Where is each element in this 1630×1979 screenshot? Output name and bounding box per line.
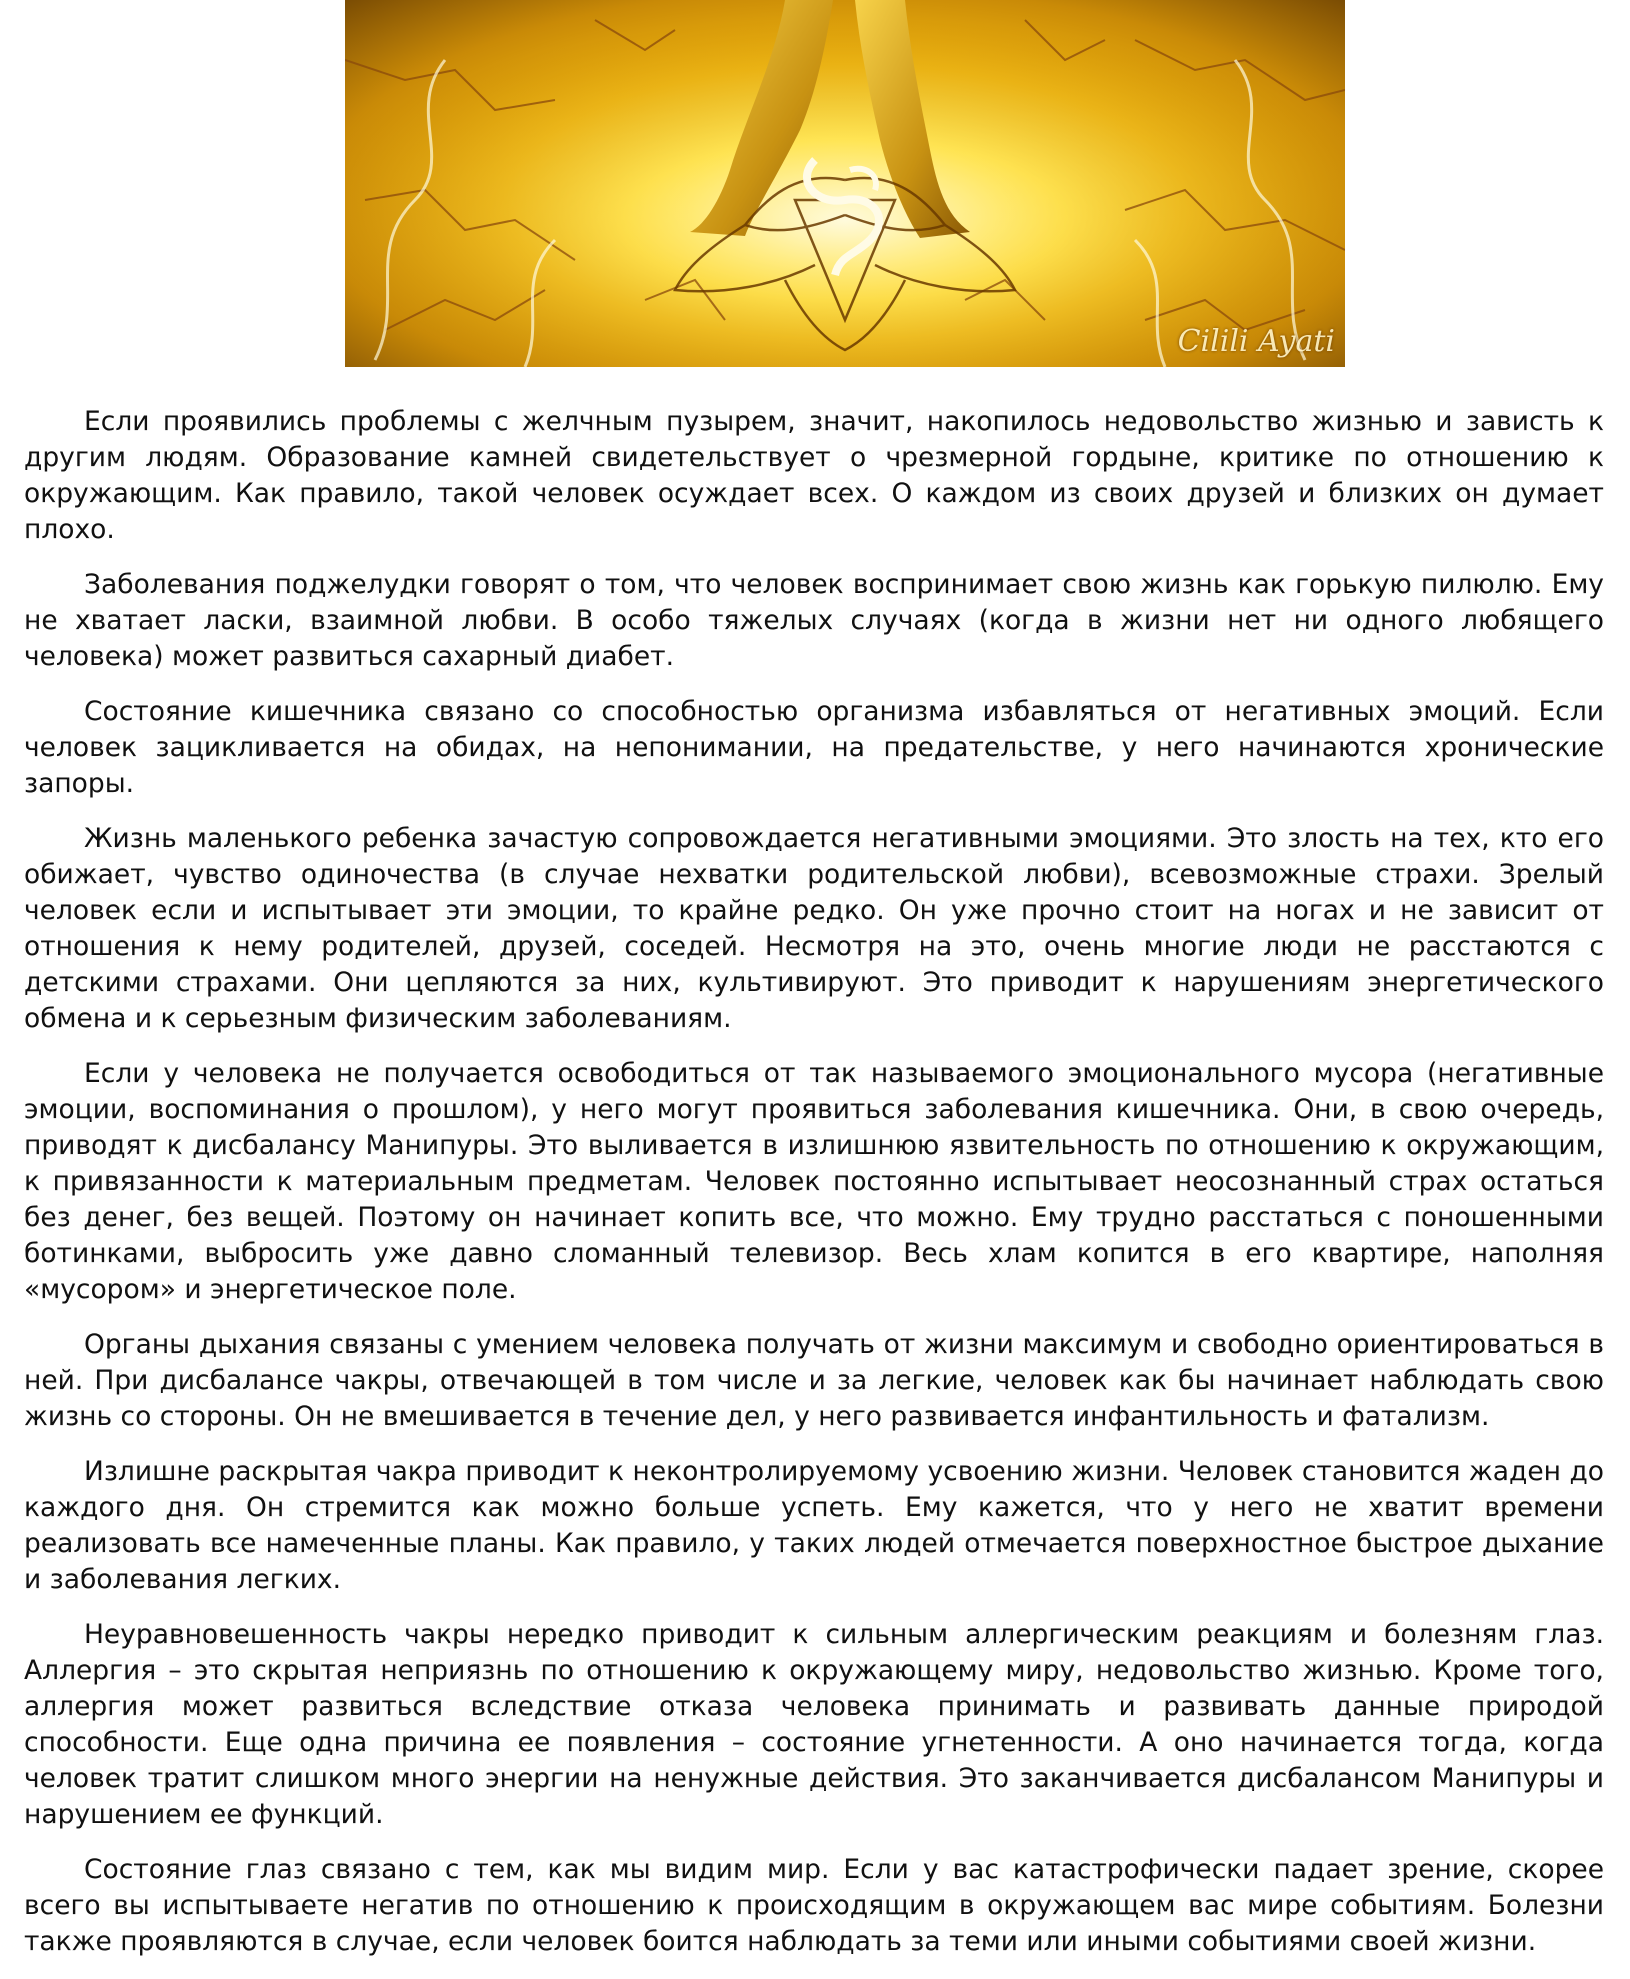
manipura-chakra-icon [345,0,1345,367]
paragraph-pancreas: Заболевания поджелудки говорят о том, что человек воспринимает свою жизнь как горькую пилюлю. Ему не хватает ласки, взаимной любви. В особо тяжелых случаях (когда в жизни нет ни одного любящего человека) может развиться сахарный диабет. [24,569,1604,672]
paragraph-open-chakra: Излишне раскрытая чакра приводит к неконтролируемому усвоению жизни. Человек становится жаден до каждого дня. Он стремится как можно больше успеть. Ему кажется, что у него не хватит времени реализовать все намеченные планы. Как правило, у таких людей отмечается поверхностное быстрое дыхание и заболевания легких. [24,1456,1604,1595]
paragraph-respiratory: Органы дыхания связаны с умением человека получать от жизни максимум и свободно ориентироваться в ней. При дисбалансе чакры, отвечающей в том числе и за легкие, человек как бы начинает наблюдать свою жизнь со стороны. Он не вмешивается в течение дел, у него развивается инфантильность и фатализм. [24,1329,1604,1432]
paragraph-intestine: Состояние кишечника связано со способностью организма избавляться от негативных эмоций. Если человек зацикливается на обидах, на непонимании, на предательстве, у него начинаются хронические запоры. [24,696,1604,799]
paragraph-child-emotions: Жизнь маленького ребенка зачастую сопровождается негативными эмоциями. Это злость на тех, кто его обижает, чувство одиночества (в случае нехватки родительской любви), всевозможные страхи. Зрелый человек если и испытывает эти эмоции, то крайне редко. Он уже прочно стоит на ногах и не зависит от отношения к нему родителей, друзей, соседей. Несмотря на это, очень многие люди не расстаются с детскими страхами. Они цепляются за них, культивируют. Это приводит к нарушениям энергетического обмена и к серьезным физическим заболеваниям. [24,823,1604,1034]
paragraph-emotional-debris: Если у человека не получается освободиться от так называемого эмоционального мусора (негативные эмоции, воспоминания о прошлом), у него могут проявиться заболевания кишечника. Они, в свою очередь, приводят к дисбалансу Манипуры. Это выливается в излишнюю язвительность по отношению к окружающим, к привязанности к материальным предметам. Человек постоянно испытывает неосознанный страх остаться без денег, без вещей. Поэтому он начинает копить все, что можно. Ему трудно расстаться с поношенными ботинками, выбросить уже давно сломанный телевизор. Весь хлам копится в его квартире, наполняя «мусором» и энергетическое поле. [24,1058,1604,1305]
illustration-signature: Cilili Ayati [1177,324,1335,359]
paragraph-gallbladder: Если проявились проблемы с желчным пузырем, значит, накопилось недовольство жизнью и зависть к другим людям. Образование камней свидетельствует о чрезмерной гордыне, критике по отношению к окружающим. Как правило, такой человек осуждает всех. О каждом из своих друзей и близких он думает плохо. [24,406,1604,545]
article-body [24,404,1604,1979]
paragraph-eyes: Состояние глаз связано с тем, как мы видим мир. Если у вас катастрофически падает зрение, скорее всего вы испытываете негатив по отношению к происходящим в окружающем вас мире событиям. Болезни также проявляются в случае, если человек боится наблюдать за теми или иными событиями своей жизни. [24,1854,1604,1957]
paragraph-allergy: Неуравновешенность чакры нередко приводит к сильным аллергическим реакциям и болезням глаз. Аллергия – это скрытая неприязнь по отношению к окружающему миру, недовольство жизнью. Кроме того, аллергия может развиться вследствие отказа человека принимать и развивать данные природой способности. Еще одна причина ее появления – состояние угнетенности. А оно начинается тогда, когда человек тратит слишком много энергии на ненужные действия. Это заканчивается дисбалансом Манипуры и нарушением ее функций. [24,1619,1604,1830]
chakra-illustration [345,0,1345,367]
